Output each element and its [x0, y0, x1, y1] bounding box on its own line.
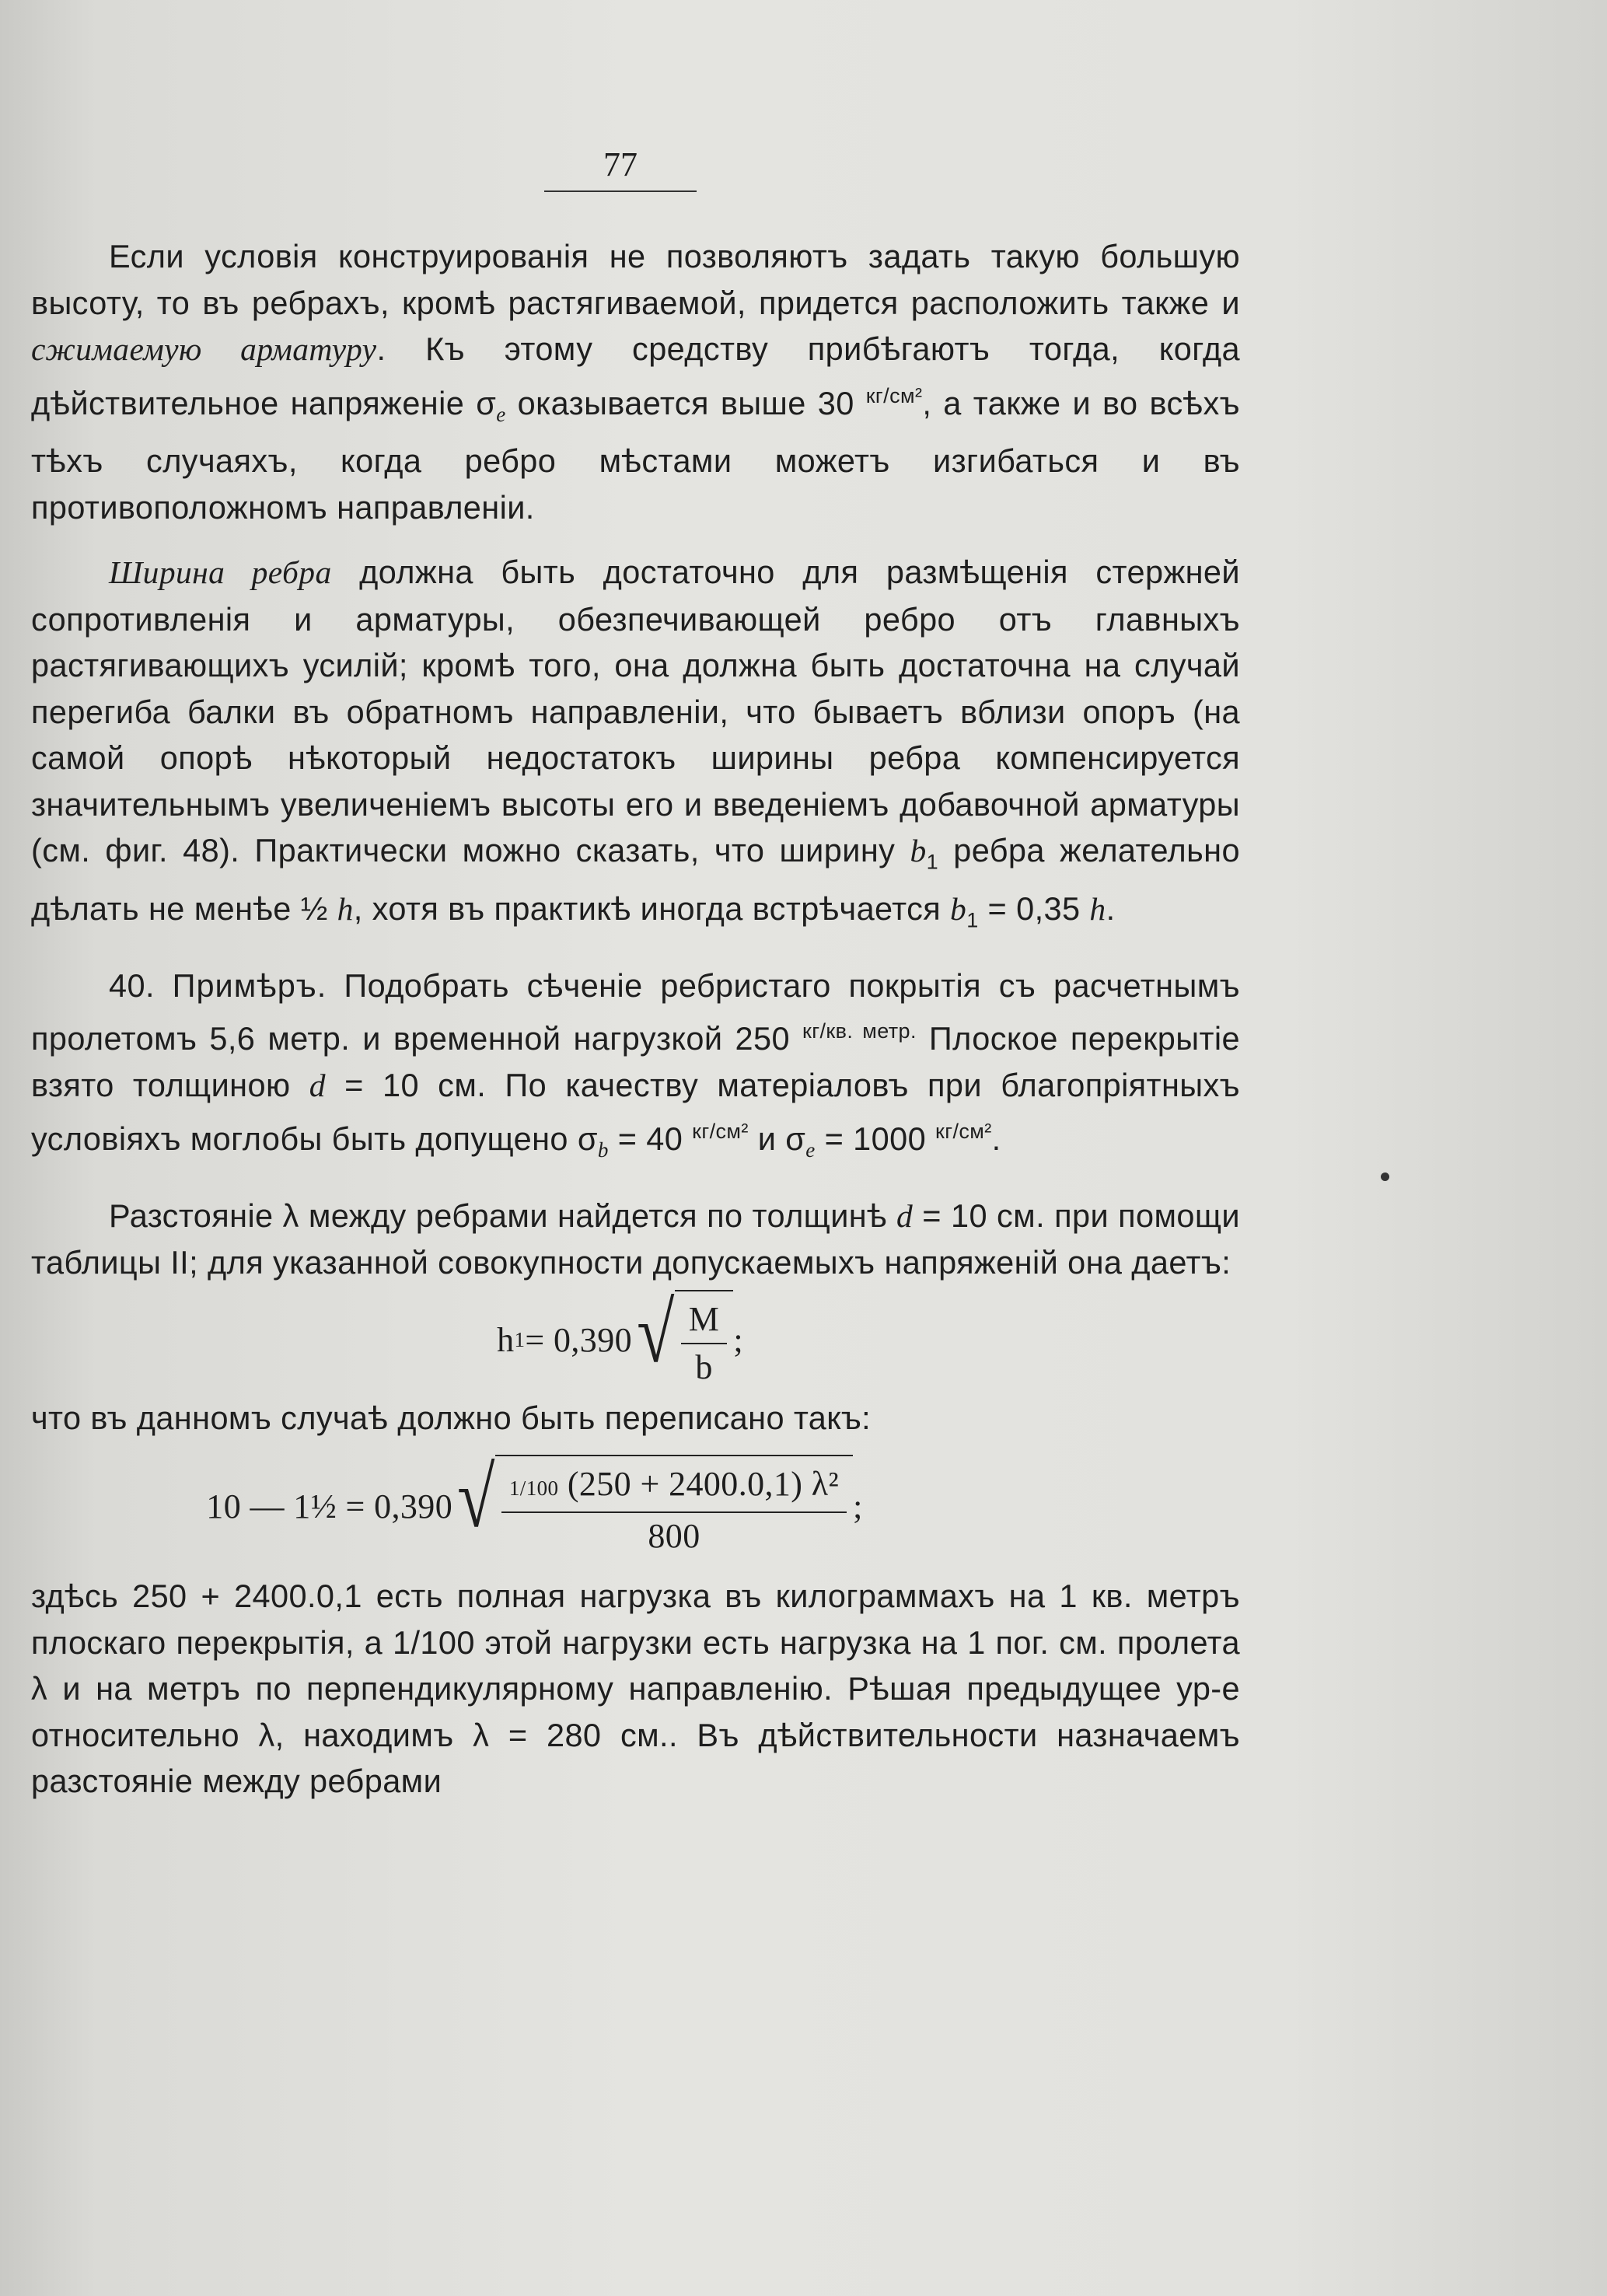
formula-symbol: h	[497, 1320, 515, 1359]
paragraph-rewrite: что въ данномъ случаѣ должно быть переписано такъ:	[31, 1399, 872, 1436]
symbol: d	[309, 1067, 326, 1103]
text-run: оказывается выше 30	[505, 384, 866, 421]
coefficient: 1/100	[508, 1476, 559, 1500]
paragraph-rib-width	[31, 549, 1240, 944]
square-root	[632, 1285, 733, 1390]
radicand	[495, 1455, 853, 1560]
formula-h1	[0, 1286, 1240, 1395]
paragraph-compression-reinforcement	[31, 233, 1240, 530]
page-number: 77	[544, 145, 697, 192]
formula-text: = 0,390	[525, 1320, 632, 1359]
text-run: Разстояніе λ между ребрами найдется по толщинѣ	[109, 1197, 897, 1234]
text-run: = 10 см. при помощи таблицы II; для указанной совокупности допускаемыхъ напряженій она даетъ:	[31, 1197, 1240, 1281]
formula-subscript: 1	[514, 1327, 526, 1351]
unit: кг/кв. метр.	[802, 1019, 917, 1043]
subscript: 1	[966, 908, 979, 932]
text-run: = 1000	[815, 1120, 935, 1157]
ink-spot	[1381, 1172, 1389, 1181]
text-run: здѣсь 250 + 2400.0,1 есть полная нагрузка въ килограммахъ на 1 кв. метръ плоскаго перекрытія, а	[31, 1578, 1240, 1661]
text-run: Плоское перекрытіе взято толщиною	[31, 1020, 1241, 1103]
fraction	[681, 1296, 728, 1390]
paragraph-example-40	[31, 963, 1240, 1174]
text-run: , хотя въ практикѣ иногда встрѣчается	[353, 889, 951, 927]
formula-text: 10 — 1½ = 0,390	[206, 1487, 453, 1526]
text-run: , а также и во всѣхъ тѣхъ случаяхъ, когда ребро мѣстами можетъ изгибаться и въ противоположномъ направленіи.	[31, 384, 1240, 526]
subscript: e	[805, 1138, 816, 1162]
numerator: M	[681, 1296, 728, 1344]
formula-text: ;	[733, 1320, 743, 1359]
text-run: Если условія конструированія не позволяютъ задать такую большую высоту, то въ ребрахъ, кромѣ растягиваемой, придется расположить также и	[31, 238, 1240, 321]
text-run: = 10 см. По качеству матеріаловъ при благопріятныхъ условіяхъ моглобы быть допущено σ	[31, 1066, 1240, 1157]
italic-term: сжимаемую арматуру	[31, 331, 377, 367]
text-run: .	[991, 1120, 1001, 1157]
text-run: . Подобрать сѣченіе ребристаго покрытія съ расчетнымъ пролетомъ 5,6 метр. и временной нагрузкой 250	[31, 966, 1240, 1057]
symbol: h	[337, 890, 354, 927]
numerator-text: (250 + 2400.0,1) λ²	[567, 1464, 840, 1503]
section-heading: Примѣръ	[172, 966, 317, 1004]
symbol: d	[896, 1197, 914, 1234]
unit: кг/см²	[865, 383, 923, 407]
italic-term: Ширина ребра	[109, 554, 332, 591]
formula-lambda	[0, 1441, 1240, 1573]
paragraph-rib-spacing	[31, 1193, 1240, 1286]
formula-text: ;	[853, 1487, 863, 1526]
radical-icon: √	[637, 1285, 675, 1381]
symbol: h	[1089, 890, 1106, 927]
fraction-inline: 1/100	[392, 1623, 475, 1661]
paragraph-total-load	[31, 1573, 1240, 1805]
text-run: и σ	[748, 1120, 806, 1157]
subscript: e	[496, 402, 506, 426]
unit: кг/см²	[692, 1120, 749, 1144]
page-text	[31, 233, 1240, 1805]
text-run: должна быть достаточно для размѣщенія стержней сопротивленія и арматуры, обезпечивающей ребро отъ главныхъ растягивающихъ усилій; кромѣ того, она должна быть достаточна на случай перегиба балки въ обратномъ направленіи, что бываетъ вблизи опоръ (на самой опорѣ нѣкоторый недостатокъ ширины ребра компенсируется значительнымъ увеличеніемъ высоты его и введеніемъ добавочной арматуры (см. фиг. 48). Практически можно сказать, что ширину	[31, 554, 1240, 869]
denominator: 800	[648, 1517, 700, 1556]
text-run: ребра желательно дѣлать не менѣе ½	[31, 832, 1240, 927]
text-run: . Къ этому средству прибѣгаютъ тогда, когда дѣйствительное напряженіе σ	[31, 330, 1241, 421]
text-run: этой нагрузки есть нагрузка на 1 пог. см. пролета λ и на метръ по перпендикулярному направленію. Рѣшая предыдущее ур-е относительно λ, находимъ λ = 280 см.. Въ дѣйствительности назначаемъ разстояніе между ребрами	[31, 1623, 1240, 1800]
text-run: .	[1106, 889, 1116, 927]
radicand	[675, 1290, 734, 1390]
symbol: b	[910, 833, 927, 869]
fraction	[501, 1461, 847, 1560]
subscript: b	[597, 1138, 609, 1162]
text-run: = 40	[608, 1120, 693, 1157]
numerator	[501, 1461, 847, 1514]
denominator: b	[695, 1347, 713, 1386]
radical-icon: √	[457, 1449, 495, 1545]
subscript: 1	[926, 850, 939, 874]
section-number: 40.	[109, 966, 173, 1004]
symbol: b	[950, 890, 967, 927]
square-root	[452, 1449, 853, 1560]
text-run: = 0,35	[978, 889, 1090, 927]
unit: кг/см²	[935, 1120, 992, 1144]
